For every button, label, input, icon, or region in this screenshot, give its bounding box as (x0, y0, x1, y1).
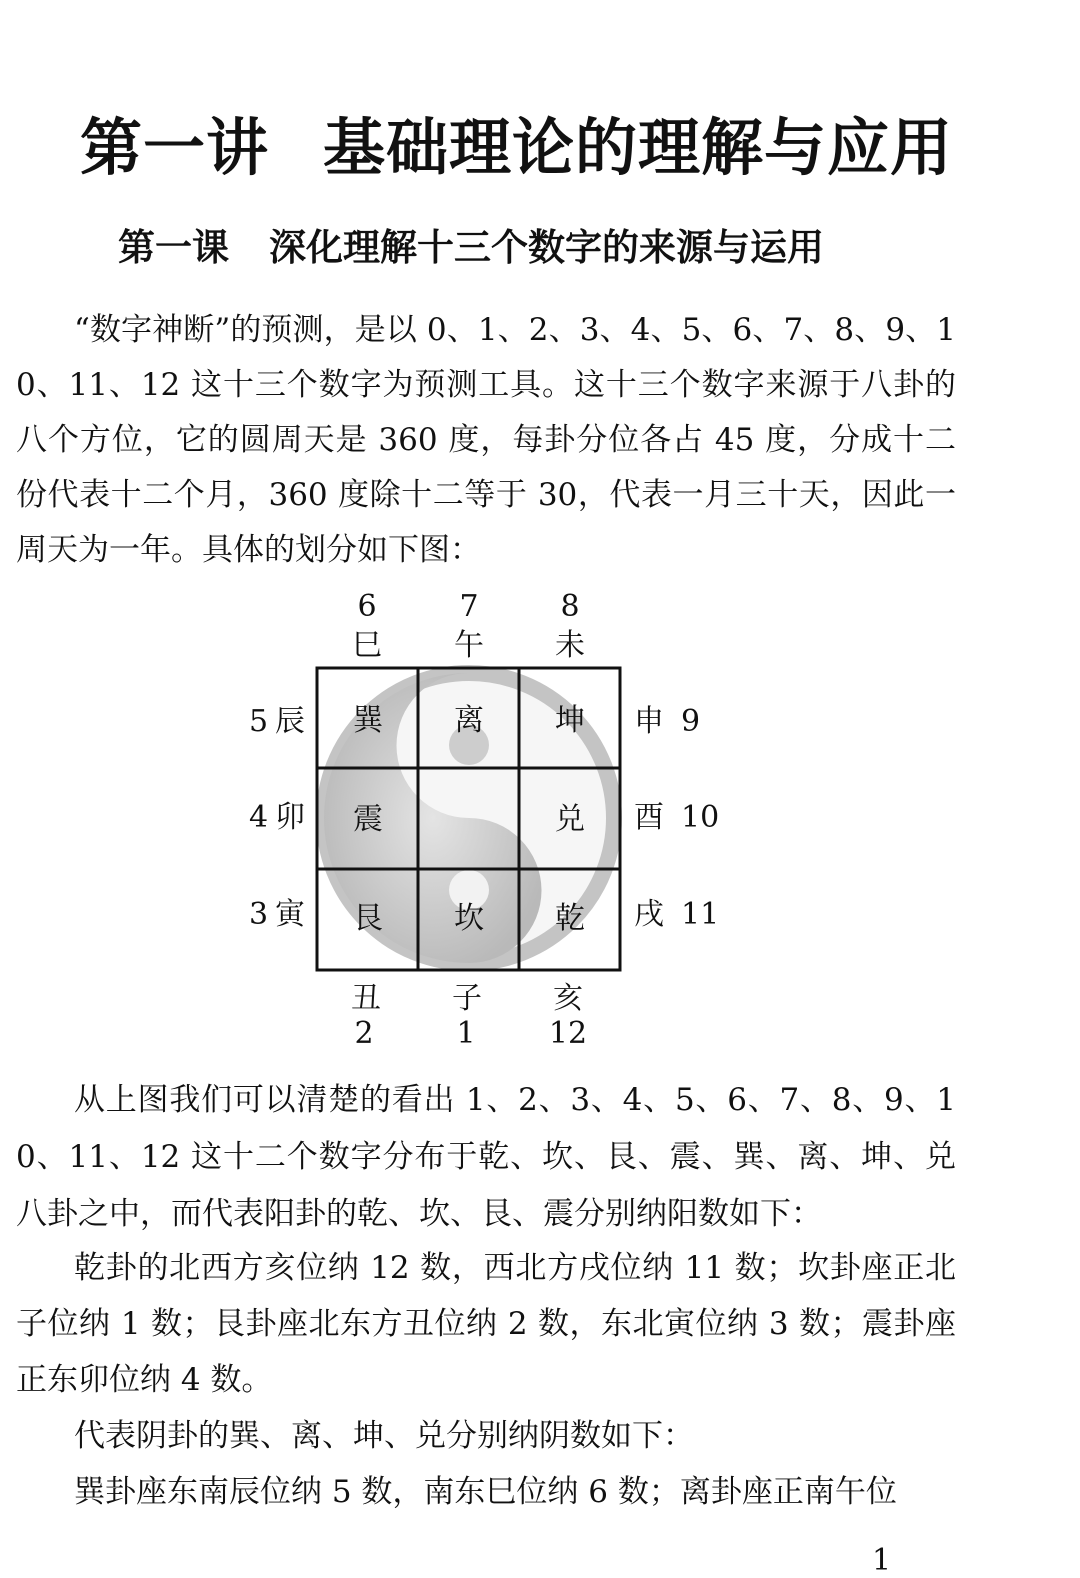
lesson-name: 深化理解十三个数字的来源与运用 (269, 226, 824, 269)
right-branch: 戌 (634, 897, 664, 932)
bottom-number: 2 (354, 1016, 374, 1051)
left-number: 3 (249, 897, 269, 932)
left-number: 5 (249, 704, 269, 739)
trigram-qian: 乾 (555, 901, 585, 936)
left-branch: 卯 (275, 800, 305, 835)
top-branch: 未 (555, 628, 585, 663)
left-branch: 寅 (275, 897, 305, 932)
trigram-xun: 巽 (353, 703, 383, 738)
top-number: 7 (459, 589, 479, 624)
trigram-kan: 坎 (454, 901, 484, 936)
trigram-gen: 艮 (353, 901, 383, 936)
right-number: 9 (681, 704, 701, 739)
right-number: 10 (681, 800, 720, 835)
trigram-kun: 坤 (555, 703, 585, 738)
paragraph-yang-numbers: 乾卦的北西方亥位纳 12 数，西北方戌位纳 11 数；坎卦座正北子位纳 1 数；艮卦座北东方丑位纳 2 数，东北寅位纳 3 数；震卦座正东卯位纳 4 数。 (16, 1250, 956, 1398)
paragraph-intro: “数字神断”的预测，是以 0、1、2、3、4、5、6、7、8、9、10、11、12 这十三个数字为预测工具。这十三个数字来源于八卦的八个方位，它的圆周天是 360 度，每卦分位各占 45 度，分成十二份代表十二个月，360 度除十二等于 30，代表一月三十天，因此一周天为一年。具体的划分如下图： (16, 312, 956, 568)
paragraph-yin-intro: 代表阴卦的巽、离、坤、兑分别纳阴数如下： (74, 1418, 694, 1454)
page-number: 1 (872, 1543, 892, 1578)
right-number: 11 (681, 897, 720, 932)
trigram-dui: 兑 (555, 802, 585, 837)
bottom-branch: 亥 (553, 981, 583, 1016)
trigram-zhen: 震 (353, 802, 383, 837)
bottom-number: 12 (548, 1016, 588, 1051)
trigram-li: 离 (454, 703, 484, 738)
bottom-number: 1 (456, 1016, 476, 1051)
chapter-number: 第一讲 (80, 111, 270, 184)
top-number: 8 (560, 589, 580, 624)
bottom-branch: 子 (452, 981, 482, 1016)
top-branch: 巳 (352, 628, 382, 663)
left-branch: 辰 (275, 704, 305, 739)
paragraph-distribution: 从上图我们可以清楚的看出 1、2、3、4、5、6、7、8、9、10、11、12 这十二个数字分布于乾、坎、艮、震、巽、离、坤、兑八卦之中，而代表阳卦的乾、坎、艮、震分别纳阳数如下： (16, 1082, 956, 1232)
bottom-branch: 丑 (351, 981, 381, 1016)
top-branch: 午 (454, 628, 484, 663)
top-number: 6 (357, 589, 377, 624)
right-branch: 酉 (634, 800, 664, 835)
chapter-name: 基础理论的理解与应用 (323, 111, 954, 184)
paragraph-yin-numbers: 巽卦座东南辰位纳 5 数，南东巳位纳 6 数；离卦座正南午位 (74, 1474, 897, 1510)
left-number: 4 (249, 800, 269, 835)
lesson-number: 第一课 (118, 226, 229, 269)
right-branch: 申 (634, 704, 664, 739)
